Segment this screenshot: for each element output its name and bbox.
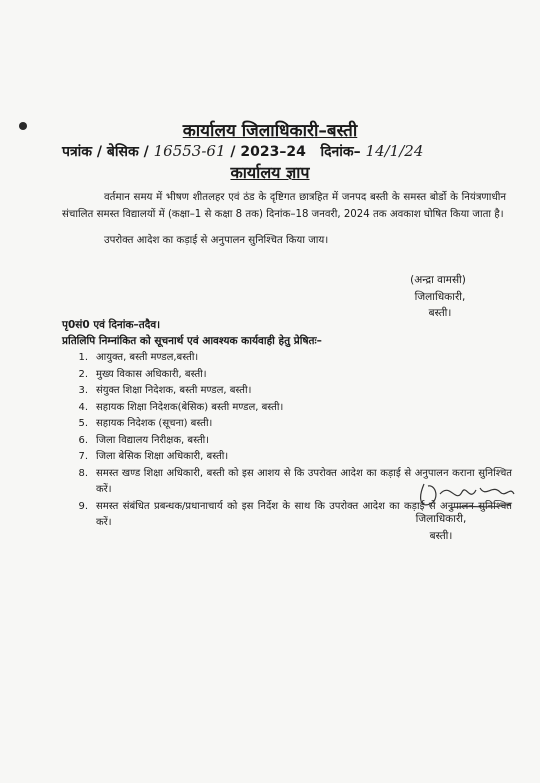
date-handwritten: 14/1/24	[365, 142, 424, 160]
signatory-designation: जिलाधिकारी,	[415, 513, 467, 525]
compliance-paragraph: उपरोक्त आदेश का कड़ाई से अनुपालन सुनिश्चित किया जाय।	[104, 235, 329, 246]
office-title: कार्यालय जिलाधिकारी–बस्ती	[182, 121, 358, 141]
signature-block-dm-copy	[406, 511, 476, 544]
list-item: 6. जिला विद्यालय निरीक्षक, बस्ती।	[78, 434, 210, 446]
signatory-place: बस्ती।	[428, 307, 452, 319]
list-item: 2. मुख्य विकास अधिकारी, बस्ती।	[78, 368, 207, 380]
list-item: 8. समस्त खण्ड शिक्षा अधिकारी, बस्ती को इस आशय से कि उपरोक्त आदेश का कड़ाई से अनुपालन कराना सुनिश्चित करें।	[78, 467, 512, 495]
signature-block-dm	[400, 272, 480, 322]
memo-title: कार्यालय ज्ञाप	[230, 163, 310, 182]
reference-line	[62, 142, 423, 161]
list-item: 3. संयुक्त शिक्षा निदेशक, बस्ती मण्डल, बस्ती।	[78, 385, 252, 396]
date-label: दिनांक–	[320, 144, 361, 160]
list-item: 9. समस्त संबंधित प्रबन्धक/प्रधानाचार्य को इस निर्देश के साथ कि उपरोक्त आदेश का कड़ाई से अनुपालन सुनिश्चित करें।	[78, 500, 512, 528]
distribution-intro: प्रतिलिपि निम्नांकित को सूचनार्थ एवं आवश्यक कार्यवाही हेतु प्रेषितः–	[62, 335, 322, 347]
order-paragraph: वर्तमान समय में भीषण शीतलहर एवं ठंड के दृष्टिगत छात्रहित में जनपद बस्ती के समस्त बोर्डो के नियंत्रणाधीन संचालित समस्त विद्यालयों में (कक्षा–1 से कक्षा 8 तक) दिनांक–18 जनवरी, 2024 तक अवकाश घोषित किया जाता है।	[62, 192, 506, 220]
endorsement-ref: पृ0सं0 एवं दिनांक–तदैव।	[62, 319, 161, 331]
signatory-designation: जिलाधिकारी,	[414, 290, 466, 303]
signatory-place: बस्ती।	[429, 529, 453, 542]
signatory-name: (अन्द्रा वामसी)	[410, 274, 466, 286]
ref-number-handwritten: 16553-61	[153, 142, 226, 160]
list-item: 5. सहायक निदेशक (सूचना) बस्ती।	[78, 418, 213, 429]
list-item: 7. जिला बेसिक शिक्षा अधिकारी, बस्ती।	[78, 451, 229, 462]
ref-prefix: पत्रांक / बेसिक /	[62, 144, 149, 160]
list-item: 1. आयुक्त, बस्ती मण्डल,बस्ती।	[78, 352, 199, 363]
ref-year: / 2023–24	[230, 144, 306, 160]
list-item: 4. सहायक शिक्षा निदेशक(बेसिक) बस्ती मण्डल, बस्ती।	[78, 401, 284, 413]
